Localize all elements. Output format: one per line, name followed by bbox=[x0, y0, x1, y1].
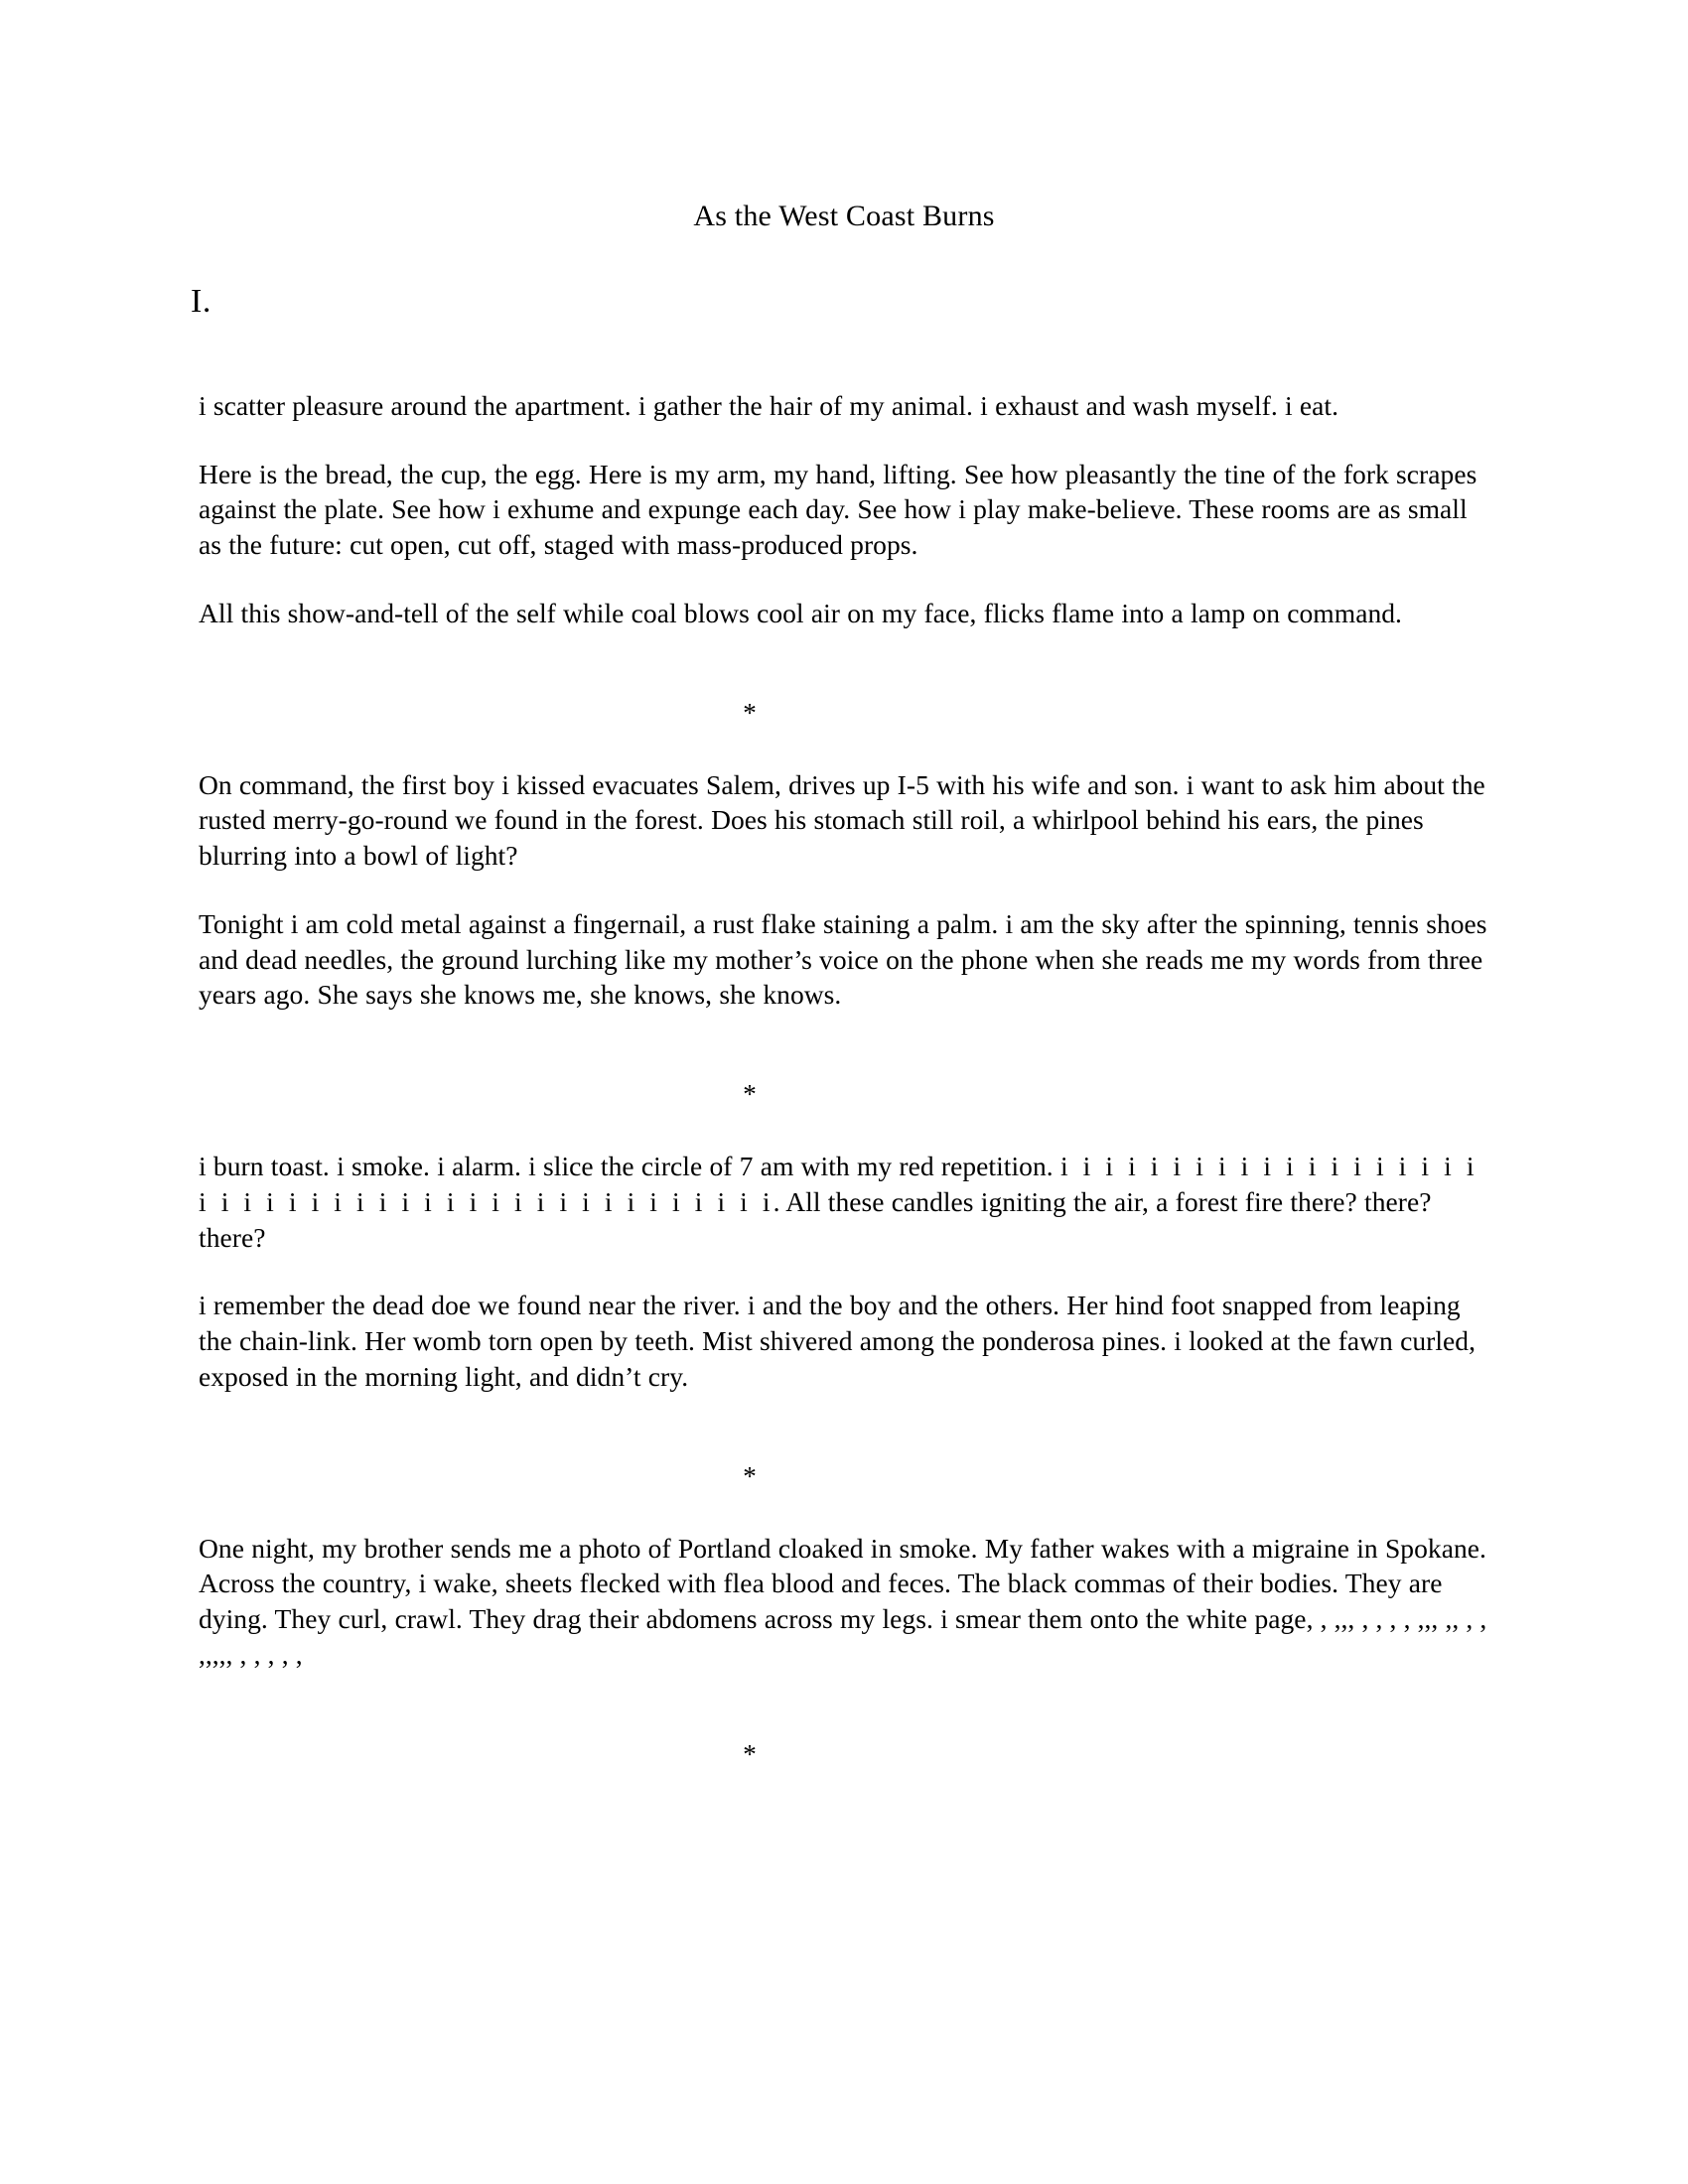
divider-spacer-top-3 bbox=[199, 1428, 1489, 1463]
paragraph-8-text-before: One night, my brother sends me a photo of Portland cloaked in smoke. My father wakes with a migraine in Spokane. Across the country, i wake, sheets flecked with flea blood and feces. The black commas of their bodies. They are dying. They curl, crawl. They drag their abdomens across my legs. i smear them onto the white page bbox=[199, 1532, 1486, 1635]
paragraph-6-text-after: . All these candles igniting the air, a forest fire there? there? there? bbox=[199, 1185, 1432, 1253]
paragraph-6 bbox=[199, 1149, 1489, 1255]
paragraph-6-i-repetition: i i i i i i i i i i i i i i i i i i i i i i i i i i i i i i i i i i i i i i i i i i i i i bbox=[199, 1151, 1477, 1217]
divider-spacer-top-4 bbox=[199, 1706, 1489, 1741]
paragraph-8-comma-run: , , ,,, , , , , ,,, ,, , , ,,,,, bbox=[199, 1603, 1487, 1670]
asterisk-icon: * bbox=[743, 697, 757, 728]
paragraph-6-text-before: i burn toast. i smoke. i alarm. i slice the circle of 7 am with my red repetition. bbox=[199, 1151, 1060, 1182]
divider-spacer-bottom-1 bbox=[199, 730, 1489, 767]
divider-spacer-top-2 bbox=[199, 1045, 1489, 1081]
section-divider-1 bbox=[199, 697, 1489, 730]
section-divider-2 bbox=[199, 1081, 1489, 1111]
page-title: As the West Coast Burns bbox=[693, 200, 995, 232]
section-number: I. bbox=[191, 283, 211, 320]
paragraph-8-comma-sparse: , , , , , bbox=[232, 1638, 303, 1670]
paragraph-3: All this show-and-tell of the self while coal blows cool air on my face, flicks flame into a lamp on command. bbox=[199, 597, 1402, 628]
divider-spacer-top-1 bbox=[199, 664, 1489, 700]
asterisk-icon: * bbox=[743, 1738, 757, 1769]
document-content bbox=[191, 0, 1489, 1771]
divider-spacer-bottom-2 bbox=[199, 1111, 1489, 1149]
paragraph-4: On command, the first boy i kissed evacuates Salem, drives up I-5 with his wife and son. i want to ask him about the rusted merry-go-round we found in the forest. Does his stomach still roil, a whirlpool behind his ears, the pines blurring into a bowl of light? bbox=[199, 768, 1485, 872]
paragraph-1: i scatter pleasure around the apartment. i gather the hair of my animal. i exhaust and wash myself. i eat. bbox=[199, 389, 1339, 421]
paragraph-2: Here is the bread, the cup, the egg. Here is my arm, my hand, lifting. See how pleasantly the tine of the fork scrapes against the plate. See how i exhume and expunge each day. See how i play make-believe. These rooms are as small as the future: cut open, cut off, staged with mass-produced props. bbox=[199, 458, 1477, 561]
paragraph-7: i remember the dead doe we found near the river. i and the boy and the others. Her hind foot snapped from leaping the chain-link. Her womb torn open by teeth. Mist shivered among the ponderosa pines. i looked at the fawn curled, exposed in the morning light, and didn’t cry. bbox=[199, 1290, 1476, 1392]
section-divider-3 bbox=[199, 1460, 1489, 1493]
divider-spacer-bottom-3 bbox=[199, 1493, 1489, 1531]
asterisk-icon: * bbox=[743, 1460, 757, 1491]
asterisk-icon: * bbox=[743, 1079, 757, 1110]
paragraph-8 bbox=[199, 1531, 1489, 1673]
section-divider-4 bbox=[199, 1738, 1489, 1771]
paragraph-5: Tonight i am cold metal against a fingernail, a rust flake staining a palm. i am the sky after the spinning, tennis shoes and dead needles, the ground lurching like my mother’s voice on the phone when she reads me my words from three years ago. She says she knows me, she knows, she knows. bbox=[199, 907, 1487, 1011]
